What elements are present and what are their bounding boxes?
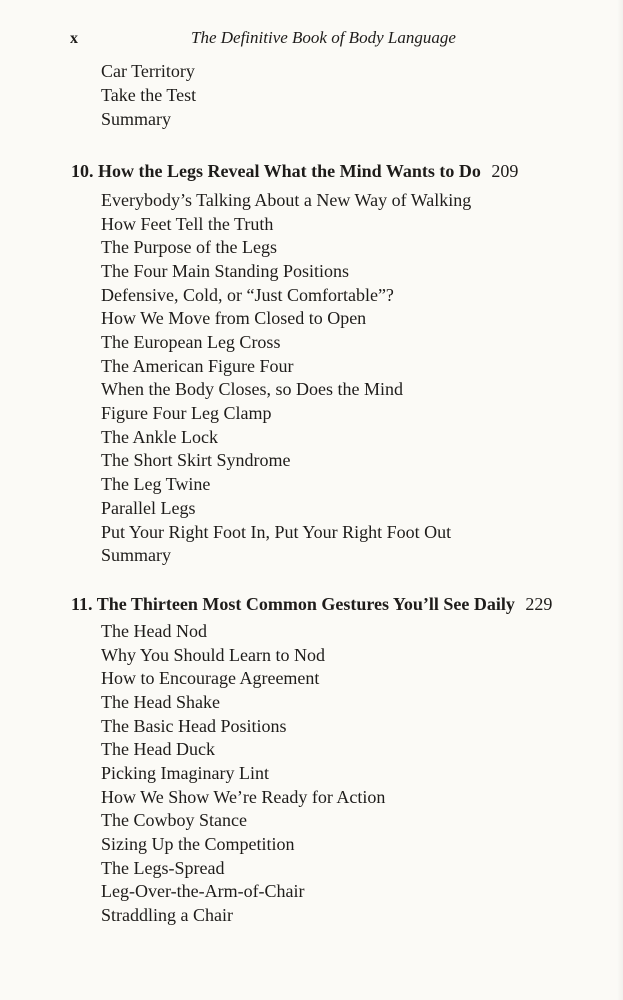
toc-item: The Basic Head Positions: [101, 716, 287, 736]
toc-item: Figure Four Leg Clamp: [101, 403, 272, 423]
toc-item: Picking Imaginary Lint: [101, 763, 269, 783]
toc-item: Put Your Right Foot In, Put Your Right Foot Out: [101, 522, 452, 542]
toc-item: The Head Nod: [101, 621, 207, 641]
toc-item: Leg-Over-the-Arm-of-Chair: [101, 881, 305, 901]
running-title: The Definitive Book of Body Language: [191, 28, 456, 47]
page-number: x: [70, 30, 79, 47]
toc-item: The European Leg Cross: [101, 332, 281, 352]
toc-item: The Ankle Lock: [101, 427, 218, 447]
chapter-title: The Thirteen Most Common Gestures You’ll See Daily: [96, 594, 515, 614]
toc-item: The Head Duck: [101, 739, 215, 759]
chapter-number: 10.: [71, 161, 94, 181]
toc-item: Take the Test: [101, 85, 197, 105]
toc-item: The Short Skirt Syndrome: [101, 450, 291, 470]
toc-item: The Four Main Standing Positions: [101, 261, 350, 281]
running-header: [0, 28, 623, 52]
toc-item: The Legs-Spread: [101, 858, 225, 878]
toc-item: Straddling a Chair: [101, 905, 233, 925]
toc-item: The Cowboy Stance: [101, 810, 247, 830]
toc-item: How We Move from Closed to Open: [101, 308, 367, 328]
toc-item: The American Figure Four: [101, 356, 294, 376]
chapter-number: 11.: [71, 594, 93, 614]
toc-item: Summary: [101, 109, 171, 129]
toc-item: When the Body Closes, so Does the Mind: [101, 379, 403, 399]
toc-item: Car Territory: [101, 61, 195, 81]
toc-item: Summary: [101, 545, 171, 565]
chapter-heading-10: [71, 161, 518, 182]
toc-item: The Purpose of the Legs: [101, 237, 277, 257]
toc-item: Parallel Legs: [101, 498, 196, 518]
page-edge-shadow: [617, 0, 623, 1000]
toc-item: How We Show We’re Ready for Action: [101, 787, 386, 807]
toc-item: Everybody’s Talking About a New Way of Walking: [101, 190, 472, 210]
chapter-heading-11: [71, 594, 552, 615]
toc-item: The Head Shake: [101, 692, 220, 712]
toc-item: How to Encourage Agreement: [101, 668, 320, 688]
toc-item: How Feet Tell the Truth: [101, 214, 274, 234]
toc-item: Why You Should Learn to Nod: [101, 645, 325, 665]
chapter-title: How the Legs Reveal What the Mind Wants to Do: [98, 161, 481, 181]
toc-item: The Leg Twine: [101, 474, 211, 494]
toc-item: Defensive, Cold, or “Just Comfortable”?: [101, 285, 394, 305]
chapter-page-number: 209: [491, 161, 519, 181]
toc-item: Sizing Up the Competition: [101, 834, 295, 854]
chapter-page-number: 229: [525, 594, 553, 614]
